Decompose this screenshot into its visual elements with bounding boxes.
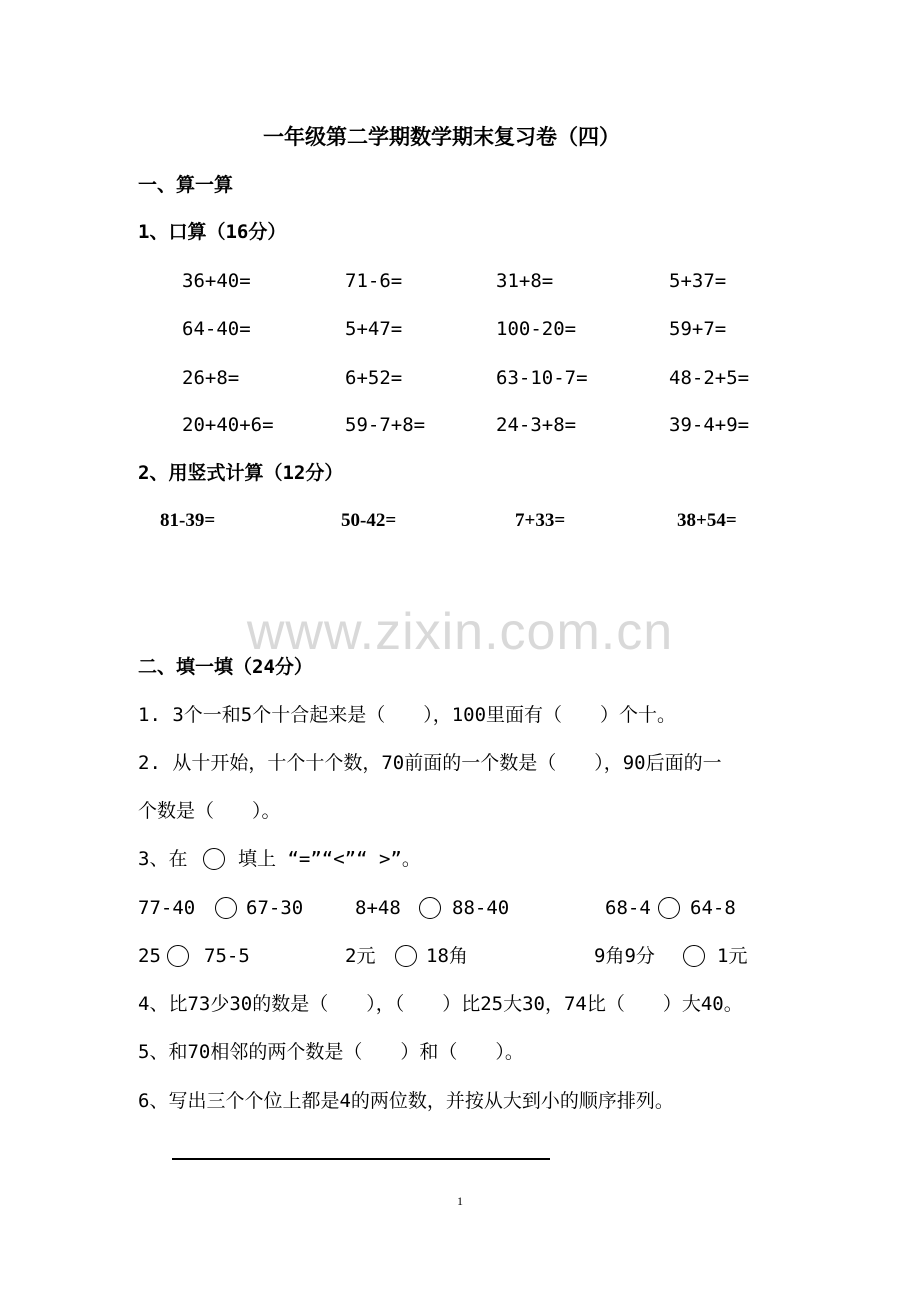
vertical-calc-item: 38+54= bbox=[677, 510, 737, 531]
calc-item: 48-2+5= bbox=[669, 367, 750, 389]
compare-circle-icon[interactable] bbox=[419, 897, 441, 919]
calc-item: 6+52= bbox=[345, 367, 403, 389]
compare-left: 2元 bbox=[345, 945, 376, 967]
compare-left: 77-40 bbox=[138, 897, 196, 919]
q1-heading: 1、口算（16分） bbox=[138, 221, 287, 243]
calc-item: 100-20= bbox=[496, 318, 577, 340]
calc-item: 36+40= bbox=[182, 270, 251, 292]
calc-item: 26+8= bbox=[182, 367, 240, 389]
fill-q4: 4、比73少30的数是（ ），（ ）比25大30，74比（ ）大40。 bbox=[138, 993, 743, 1015]
calc-item: 5+37= bbox=[669, 270, 727, 292]
compare-circle-icon bbox=[203, 848, 225, 870]
fill-q2-line2: 个数是（ ）。 bbox=[138, 800, 281, 822]
compare-circle-icon[interactable] bbox=[167, 945, 189, 967]
calc-item: 39-4+9= bbox=[669, 414, 750, 436]
fill-q3-suffix: 填上 “=”“<”“ >”。 bbox=[238, 848, 421, 870]
compare-circle-icon[interactable] bbox=[658, 897, 680, 919]
fill-q6: 6、写出三个个位上都是4的两位数，并按从大到小的顺序排列。 bbox=[138, 1090, 674, 1112]
calc-item: 5+47= bbox=[345, 318, 403, 340]
compare-circle-icon[interactable] bbox=[395, 945, 417, 967]
answer-line[interactable] bbox=[172, 1158, 550, 1160]
calc-item: 59+7= bbox=[669, 318, 727, 340]
calc-item: 31+8= bbox=[496, 270, 554, 292]
compare-right: 1元 bbox=[717, 945, 748, 967]
section-2-heading: 二、填一填（24分） bbox=[138, 656, 313, 678]
vertical-calc-item: 7+33= bbox=[515, 510, 566, 531]
compare-right: 75-5 bbox=[204, 945, 250, 967]
calc-item: 64-40= bbox=[182, 318, 251, 340]
watermark: www.zixin.com.cn bbox=[246, 603, 674, 661]
page-title: 一年级第二学期数学期末复习卷（四） bbox=[263, 125, 620, 149]
compare-right: 67-30 bbox=[246, 897, 304, 919]
page-number: 1 bbox=[457, 1194, 463, 1208]
q2-heading: 2、用竖式计算（12分） bbox=[138, 462, 344, 484]
compare-left: 9角9分 bbox=[594, 945, 655, 967]
calc-item: 71-6= bbox=[345, 270, 403, 292]
fill-q5: 5、和70相邻的两个数是（ ）和（ ）。 bbox=[138, 1041, 524, 1063]
compare-right: 18角 bbox=[426, 945, 468, 967]
calc-item: 20+40+6= bbox=[182, 414, 274, 436]
compare-left: 25 bbox=[138, 945, 161, 967]
section-1-heading: 一、算一算 bbox=[138, 174, 234, 196]
vertical-calc-item: 50-42= bbox=[341, 510, 397, 531]
fill-q1: 1. 3个一和5个十合起来是（ ），100里面有（ ）个十。 bbox=[138, 704, 677, 726]
calc-item: 24-3+8= bbox=[496, 414, 577, 436]
compare-circle-icon[interactable] bbox=[683, 945, 705, 967]
compare-right: 64-8 bbox=[690, 897, 736, 919]
fill-q3-prefix: 3、在 bbox=[138, 848, 188, 870]
vertical-calc-item: 81-39= bbox=[160, 510, 216, 531]
fill-q2-line1: 2. 从十开始，十个十个数，70前面的一个数是（ ），90后面的一 bbox=[138, 752, 722, 774]
compare-circle-icon[interactable] bbox=[215, 897, 237, 919]
calc-item: 63-10-7= bbox=[496, 367, 588, 389]
compare-left: 8+48 bbox=[355, 897, 401, 919]
calc-item: 59-7+8= bbox=[345, 414, 426, 436]
compare-left: 68-4 bbox=[605, 897, 651, 919]
compare-right: 88-40 bbox=[452, 897, 510, 919]
